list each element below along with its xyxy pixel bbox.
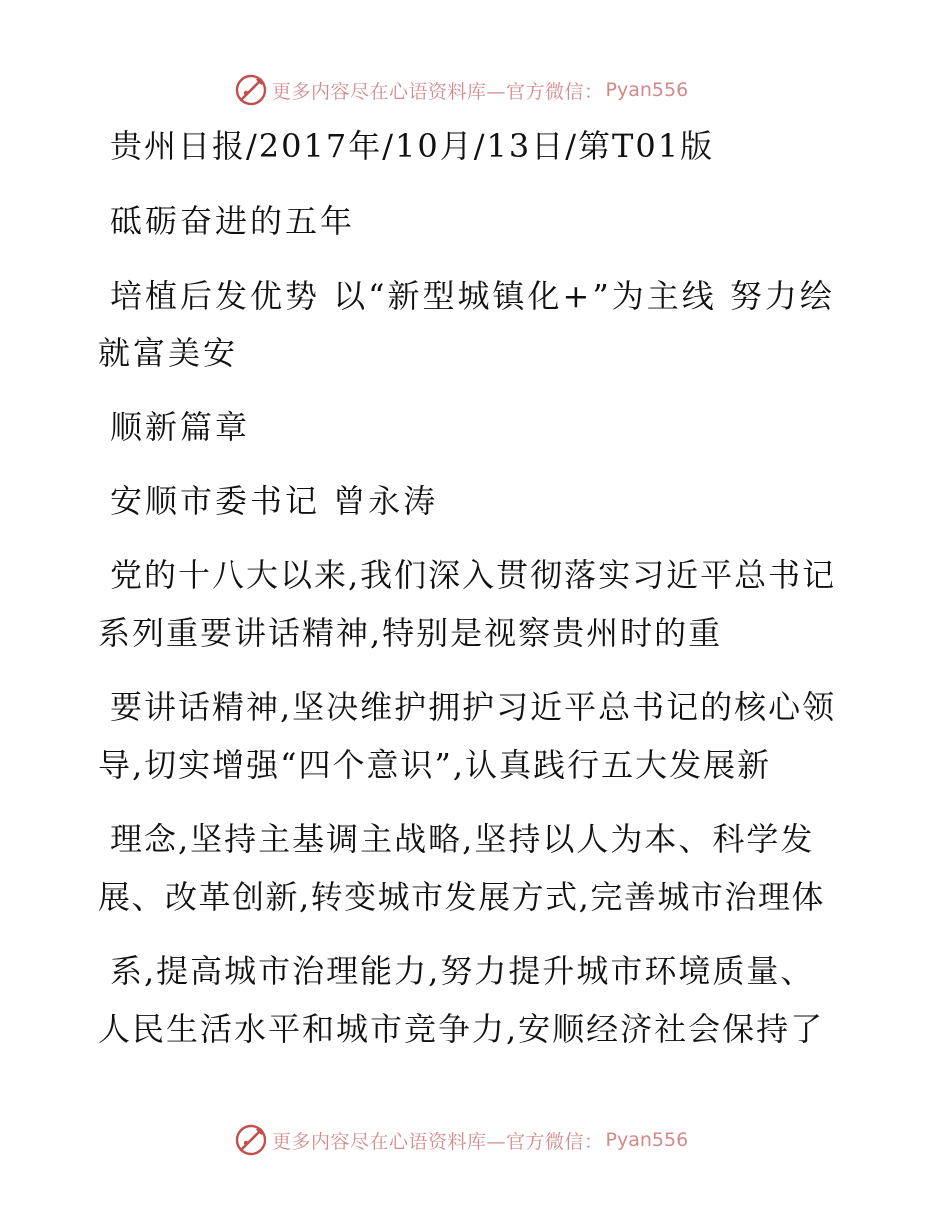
header-watermark [234,72,688,108]
author-line: 安顺市委书记 曾永涛 [110,482,439,520]
article-title-line-2: 就富美安 [98,334,239,372]
body-line: 要讲话精神,坚决维护拥护习近平总书记的核心领 [110,688,837,726]
watermark-text: 更多内容尽在心语资料库—官方微信： [272,80,604,103]
body-line: 理念,坚持主基调主战略,坚持以人为本、科学发 [110,820,815,858]
body-line: 党的十八大以来,我们深入贯彻落实习近平总书记 [110,556,837,594]
section-heading: 砥砺奋进的五年 [110,202,356,240]
body-line: 系列重要讲话精神,特别是视察贵州时的重 [98,614,723,652]
article-title-line-3: 顺新篇章 [110,408,251,446]
quill-seal-icon [234,1123,268,1157]
article-title-line-1: 培植后发优势 以“新型城镇化+”为主线 努力绘 [110,277,835,315]
quill-seal-icon [234,73,268,107]
body-line: 系,提高城市治理能力,努力提升城市环境质量、 [110,952,815,990]
watermark-wechat-id: Pyan556 [605,79,689,101]
footer-watermark [234,1122,688,1158]
body-line: 人民生活水平和城市竞争力,安顺经济社会保持了 [98,1010,825,1048]
body-line: 展、改革创新,转变城市发展方式,完善城市治理体 [98,878,825,916]
source-line: 贵州日报/2017年/10月/13日/第T01版 [110,127,715,165]
watermark-text: 更多内容尽在心语资料库—官方微信： [272,1130,604,1153]
body-line: 导,切实增强“四个意识”,认真践行五大发展新 [98,746,772,784]
watermark-wechat-id: Pyan556 [605,1129,689,1151]
